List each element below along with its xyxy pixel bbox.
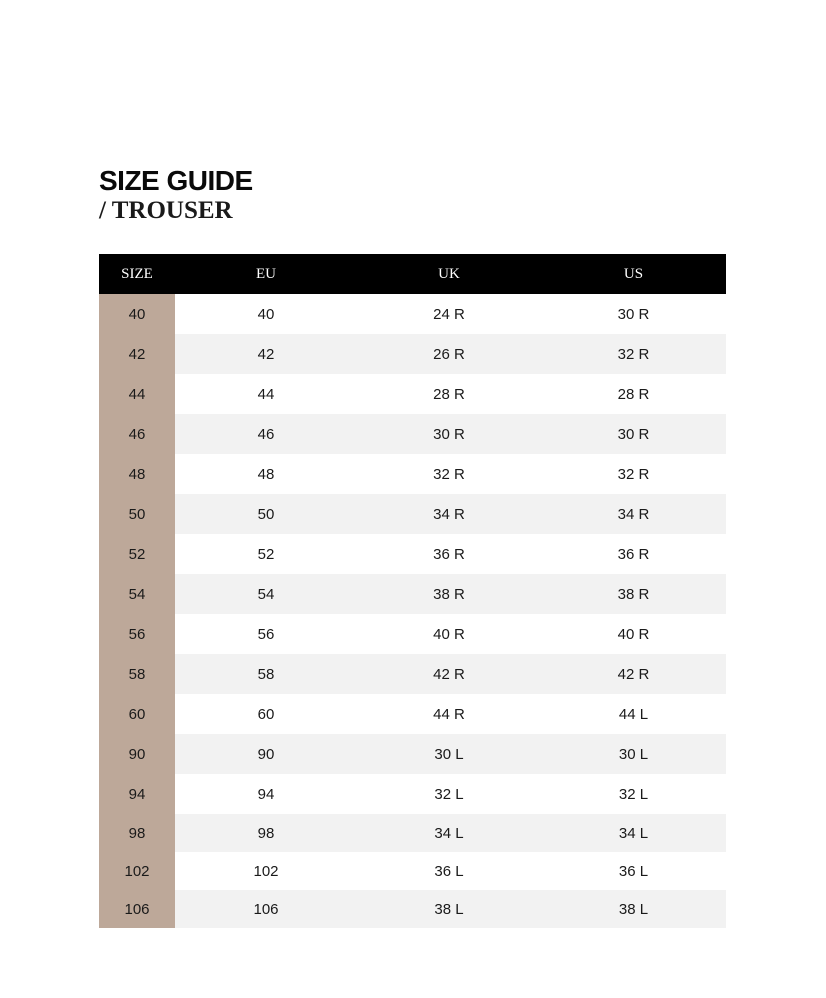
size-cell: 56: [99, 614, 175, 654]
eu-cell: 52: [257, 545, 275, 563]
us-cell: 40 R: [617, 625, 650, 643]
uk-cell: 28 R: [433, 385, 465, 403]
us-cell: 36 L: [618, 862, 649, 880]
us-cell: 34 R: [541, 494, 726, 534]
table-row: [99, 374, 726, 414]
us-cell: 32 R: [617, 465, 650, 483]
eu-cell: 40: [257, 305, 275, 323]
eu-cell: 60: [257, 705, 275, 723]
size-cell: 102: [99, 852, 175, 890]
table-header: [99, 254, 726, 294]
uk-cell: 24 R: [433, 305, 465, 323]
uk-cell: 32 R: [433, 465, 465, 483]
table-body: [99, 294, 726, 928]
table-row: [99, 534, 726, 574]
us-cell: 38 L: [541, 890, 726, 928]
eu-cell: 46: [175, 414, 357, 454]
table-row: [99, 614, 726, 654]
table-row: [99, 852, 726, 890]
eu-cell: 54: [175, 574, 357, 614]
eu-cell: 48: [257, 465, 275, 483]
page-subtitle: / TROUSER: [99, 197, 233, 224]
eu-cell: 58: [175, 654, 357, 694]
uk-cell: 40 R: [433, 625, 465, 643]
uk-cell: 36 R: [433, 545, 465, 563]
page-title: SIZE GUIDE: [99, 165, 253, 196]
table-row: [99, 694, 726, 734]
us-cell: 30 L: [541, 734, 726, 774]
header-us: US: [623, 265, 644, 282]
table-row: [99, 734, 726, 774]
eu-cell: 42: [175, 334, 357, 374]
table-row: [99, 414, 726, 454]
eu-cell: 94: [257, 785, 275, 803]
size-cell: 50: [99, 494, 175, 534]
size-cell: 106: [99, 890, 175, 928]
size-cell: 58: [99, 654, 175, 694]
size-cell: 42: [99, 334, 175, 374]
eu-cell: 106: [175, 890, 357, 928]
size-cell: 60: [99, 694, 175, 734]
us-cell: 38 R: [541, 574, 726, 614]
us-cell: 30 R: [617, 305, 650, 323]
header-uk: UK: [438, 265, 460, 282]
table-row: [99, 774, 726, 814]
size-table: [99, 254, 726, 928]
table-row: [99, 574, 726, 614]
table-row: [99, 294, 726, 334]
table-row: [99, 890, 726, 928]
uk-cell: 30 R: [357, 414, 541, 454]
table-row: [99, 654, 726, 694]
header-eu: EU: [256, 265, 276, 282]
uk-cell: 42 R: [357, 654, 541, 694]
size-cell: 52: [99, 534, 175, 574]
size-cell: 48: [99, 454, 175, 494]
eu-cell: 98: [175, 814, 357, 852]
us-cell: 32 L: [618, 785, 649, 803]
eu-cell: 56: [257, 625, 275, 643]
size-cell: 44: [99, 374, 175, 414]
table-row: [99, 494, 726, 534]
uk-cell: 32 L: [434, 785, 464, 803]
eu-cell: 44: [257, 385, 275, 403]
us-cell: 28 R: [617, 385, 650, 403]
size-cell: 98: [99, 814, 175, 852]
uk-cell: 34 R: [357, 494, 541, 534]
size-cell: 90: [99, 734, 175, 774]
eu-cell: 102: [253, 862, 279, 880]
size-cell: 46: [99, 414, 175, 454]
uk-cell: 38 L: [357, 890, 541, 928]
uk-cell: 36 L: [434, 862, 464, 880]
header-size: SIZE: [121, 265, 153, 282]
us-cell: 34 L: [541, 814, 726, 852]
eu-cell: 50: [175, 494, 357, 534]
uk-cell: 26 R: [357, 334, 541, 374]
eu-cell: 90: [175, 734, 357, 774]
size-cell: 54: [99, 574, 175, 614]
table-row: [99, 334, 726, 374]
uk-cell: 38 R: [357, 574, 541, 614]
uk-cell: 34 L: [357, 814, 541, 852]
size-cell: 94: [99, 774, 175, 814]
us-cell: 36 R: [617, 545, 650, 563]
us-cell: 32 R: [541, 334, 726, 374]
us-cell: 44 L: [618, 705, 649, 723]
uk-cell: 30 L: [357, 734, 541, 774]
size-cell: 40: [99, 294, 175, 334]
us-cell: 42 R: [541, 654, 726, 694]
uk-cell: 44 R: [433, 705, 465, 723]
table-row: [99, 814, 726, 852]
table-row: [99, 454, 726, 494]
us-cell: 30 R: [541, 414, 726, 454]
